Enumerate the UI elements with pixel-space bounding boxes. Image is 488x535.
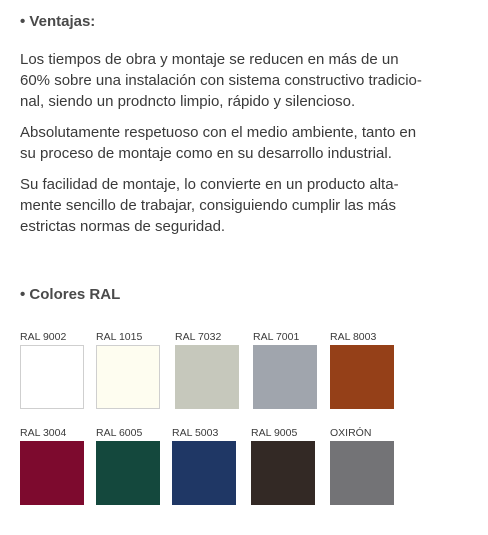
swatch-label: RAL 3004: [20, 427, 67, 439]
swatch-label: OXIRÓN: [330, 427, 372, 439]
text-line: nal, siendo un prodncto limpio, rápido y silencioso.: [20, 93, 356, 110]
text-line: mente sencillo de trabajar, consiguiendo cumplir las más: [20, 197, 397, 214]
text-line: estrictas normas de seguridad.: [20, 218, 226, 235]
color-swatch-ral-8003: [330, 345, 394, 409]
swatch-label: RAL 9002: [20, 331, 67, 343]
swatch-label: RAL 5003: [172, 427, 219, 439]
ventajas-paragraph-1: [20, 49, 480, 112]
color-swatch-ral-5003: [172, 441, 236, 505]
swatch-label: RAL 7001: [253, 331, 300, 343]
ventajas-paragraph-3: [20, 174, 480, 237]
text-line: Su facilidad de montaje, lo convierte en un producto alta-: [20, 176, 399, 193]
text-line: su proceso de montaje como en su desarrollo industrial.: [20, 145, 392, 162]
color-swatch-ral-7001: [253, 345, 317, 409]
color-swatch-ral-9005: [251, 441, 315, 505]
color-swatch-ral-6005: [96, 441, 160, 505]
swatch-label: RAL 9005: [251, 427, 298, 439]
color-swatch-ral-1015: [96, 345, 160, 409]
swatch-label: RAL 8003: [330, 331, 377, 343]
swatch-label: RAL 6005: [96, 427, 143, 439]
text-line: Los tiempos de obra y montaje se reducen en más de un: [20, 51, 399, 68]
text-line: Absolutamente respetuoso con el medio ambiente, tanto en: [20, 124, 417, 141]
color-swatch-ral-9002: [20, 345, 84, 409]
text-line: 60% sobre una instalación con sistema constructivo tradicio-: [20, 72, 422, 89]
swatch-label: RAL 7032: [175, 331, 222, 343]
color-swatch-ral-3004: [20, 441, 84, 505]
color-swatch-oxiron: [330, 441, 394, 505]
swatch-label: RAL 1015: [96, 331, 143, 343]
ventajas-heading: • Ventajas:: [20, 13, 96, 30]
color-swatch-ral-7032: [175, 345, 239, 409]
ventajas-paragraph-2: [20, 122, 480, 164]
colores-heading: • Colores RAL: [20, 286, 121, 303]
